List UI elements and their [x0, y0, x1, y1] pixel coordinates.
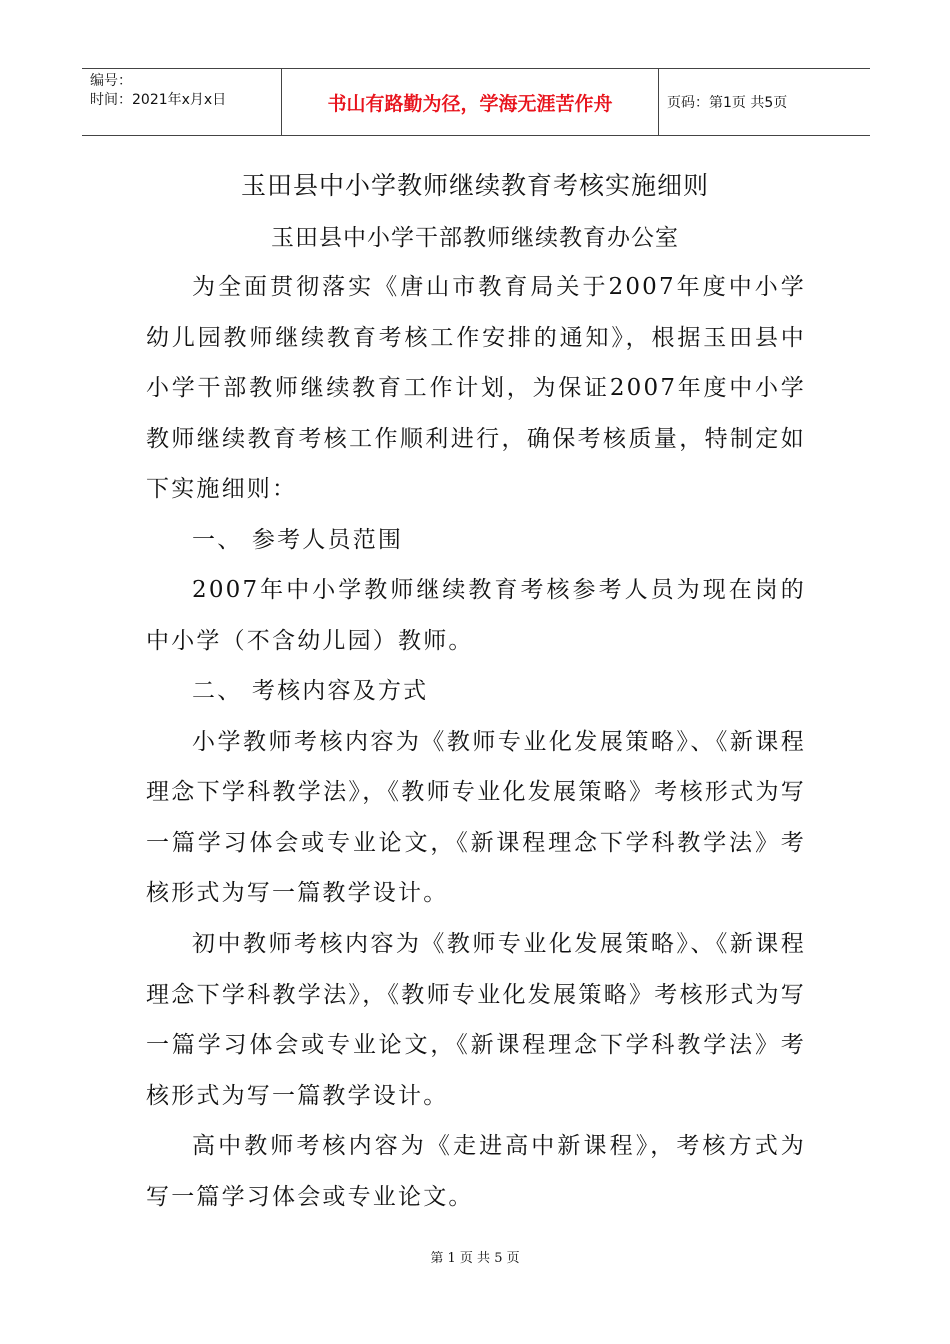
number-label: 编号： — [90, 73, 132, 89]
paragraph-junior: 初中教师考核内容为《教师专业化发展策略》、《新课程理念下学科教学法》，《教师专业化发展策略》考核形式为写一篇学习体会或专业论文，《新课程理念下学科教学法》考核形式为写一篇教学设计。 — [146, 931, 806, 1109]
header-motto: 书山有路勤为径，学海无涯苦作舟 — [282, 69, 659, 135]
header-meta — [82, 69, 282, 135]
paragraph-senior: 高中教师考核内容为《走进高中新课程》，考核方式为写一篇学习体会或专业论文。 — [146, 1133, 806, 1210]
paragraph-primary: 小学教师考核内容为《教师专业化发展策略》、《新课程理念下学科教学法》，《教师专业化发展策略》考核形式为写一篇学习体会或专业论文，《新课程理念下学科教学法》考核形式为写一篇教学设计。 — [146, 728, 806, 907]
time-label: 时间：2021年x月x日 — [90, 92, 227, 108]
page-footer: 第 1 页 共 5 页 — [430, 1251, 520, 1266]
paragraph-participants: 2007年中小学教师继续教育考核参考人员为现在岗的中小学（不含幼儿园）教师。 — [146, 577, 806, 654]
document-issuer: 玉田县中小学干部教师继续教育办公室 — [271, 225, 679, 251]
document-body — [146, 262, 806, 1222]
page-header — [82, 68, 870, 136]
paragraph-intro: 为全面贯彻落实《唐山市教育局关于2007年度中小学幼儿园教师继续教育考核工作安排的通知》，根据玉田县中小学干部教师继续教育工作计划，为保证2007年度中小学教师继续教育考核工作顺利进行，确保考核质量，特制定如下实施细则： — [146, 274, 806, 502]
header-page-info: 页码：第1页 共5页 — [667, 95, 788, 111]
section-heading-2: 二、 考核内容及方式 — [192, 678, 429, 705]
document-title: 玉田县中小学教师继续教育考核实施细则 — [240, 171, 709, 200]
section-heading-1: 一、 参考人员范围 — [192, 526, 404, 553]
